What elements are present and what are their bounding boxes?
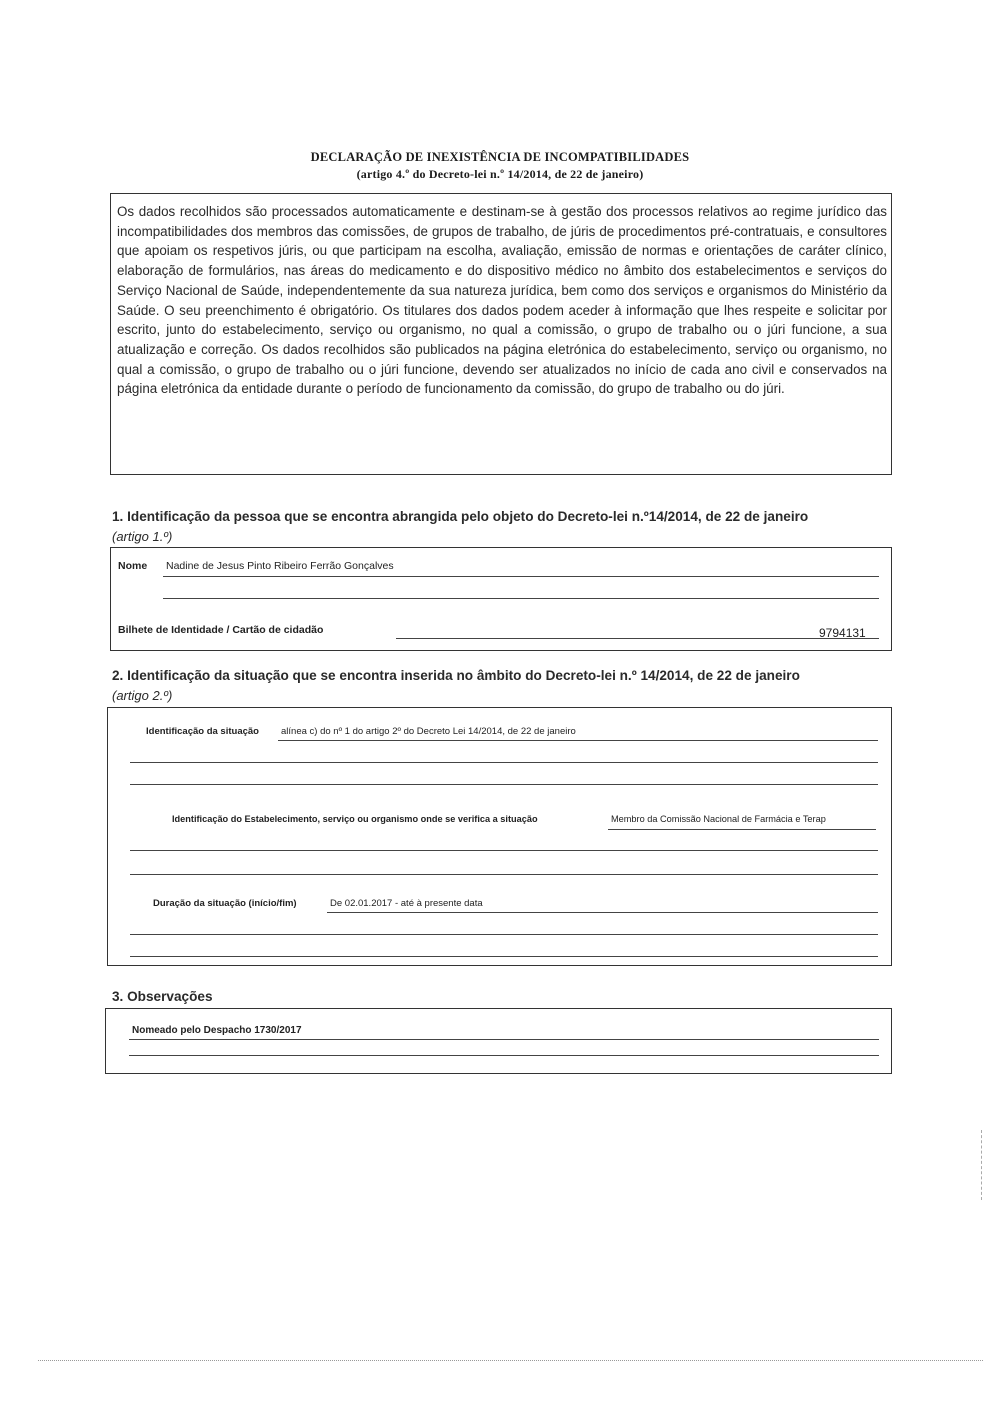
duration-line-3 [130, 956, 878, 957]
duration-underline [327, 912, 878, 913]
section3-box [105, 1008, 892, 1074]
scan-artifact-line [38, 1360, 983, 1361]
establishment-label: Identificação do Estabelecimento, serviço ou organismo onde se verifica a situação [172, 814, 538, 824]
observations-underline [129, 1039, 879, 1040]
scan-edge-mark [981, 1130, 982, 1200]
duration-value: De 02.01.2017 - até à presente data [330, 898, 483, 909]
establishment-line-2 [130, 850, 878, 851]
id-card-label: Bilhete de Identidade / Cartão de cidadão [118, 624, 324, 636]
establishment-value: Membro da Comissão Nacional de Farmácia e Terap [611, 814, 826, 824]
name-label: Nome [118, 560, 148, 572]
section2-subtitle: (artigo 2.º) [112, 688, 173, 703]
name-underline-2 [163, 598, 879, 599]
section2-title: 2. Identificação da situação que se encontra inserida no âmbito do Decreto-lei n.º 14/2014, de 22 de janeiro [112, 668, 800, 683]
situation-line-2 [130, 762, 878, 763]
observations-value: Nomeado pelo Despacho 1730/2017 [132, 1025, 302, 1036]
document-subtitle: (artigo 4.º do Decreto-lei n.º 14/2014, de 22 de janeiro) [356, 167, 644, 181]
name-underline [163, 576, 879, 577]
section1-title: 1. Identificação da pessoa que se encontra abrangida pelo objeto do Decreto-lei n.º14/2014, de 22 de janeiro [112, 509, 809, 524]
document-title: DECLARAÇÃO DE INEXISTÊNCIA DE INCOMPATIBILIDADES [310, 150, 690, 164]
situation-value: alínea c) do nº 1 do artigo 2º do Decreto Lei 14/2014, de 22 de janeiro [281, 726, 576, 737]
section3-title: 3. Observações [112, 989, 213, 1004]
id-card-value: 9794131 [819, 626, 866, 640]
section2-box [107, 707, 892, 966]
duration-line-2 [130, 934, 878, 935]
section1-subtitle: (artigo 1.º) [112, 529, 173, 544]
situation-label: Identificação da situação [146, 726, 259, 737]
data-protection-notice-box [110, 193, 892, 475]
situation-underline [278, 740, 878, 741]
situation-line-3 [130, 784, 878, 785]
observations-line-2 [129, 1055, 879, 1056]
id-card-underline [396, 638, 879, 639]
establishment-underline [608, 829, 876, 830]
duration-label: Duração da situação (início/fim) [153, 898, 297, 909]
establishment-line-3 [130, 874, 878, 875]
name-value: Nadine de Jesus Pinto Ribeiro Ferrão Gonçalves [166, 560, 394, 572]
data-protection-notice-text: Os dados recolhidos são processados automaticamente e destinam-se à gestão dos processos relativos ao regime jurídico das incompatibilidades dos membros das comissões, de grupos de trabalho, de júris de procedimentos pré-contratuais, e consultores que apoiam os respetivos júris, ou que participam na escolha, avaliação, emissão de normas e orientações de caráter clínico, elaboração de formulários, nas áreas do medicamento e do dispositivo médico no âmbito dos estabelecimentos e serviços do Serviço Nacional de Saúde, independentemente da sua natureza jurídica, bem como dos serviços e organismos do Ministério da Saúde. O seu preenchimento é obrigatório. Os titulares dos dados podem aceder à informação que lhes respeite e solicitar por escrito, junto do estabelecimento, serviço ou organismo, no qual a comissão, o grupo de trabalho ou o júri funcione, a sua atualização e correção. Os dados recolhidos são publicados na página eletrónica do estabelecimento, serviço ou organismo, no qual a comissão, o grupo de trabalho ou o júri funcione, devendo ser atualizados no início de cada ano civil e conservados na página eletrónica da entidade durante o período de funcionamento da comissão, do grupo de trabalho ou do júri. [117, 204, 887, 397]
section1-box [110, 547, 892, 651]
